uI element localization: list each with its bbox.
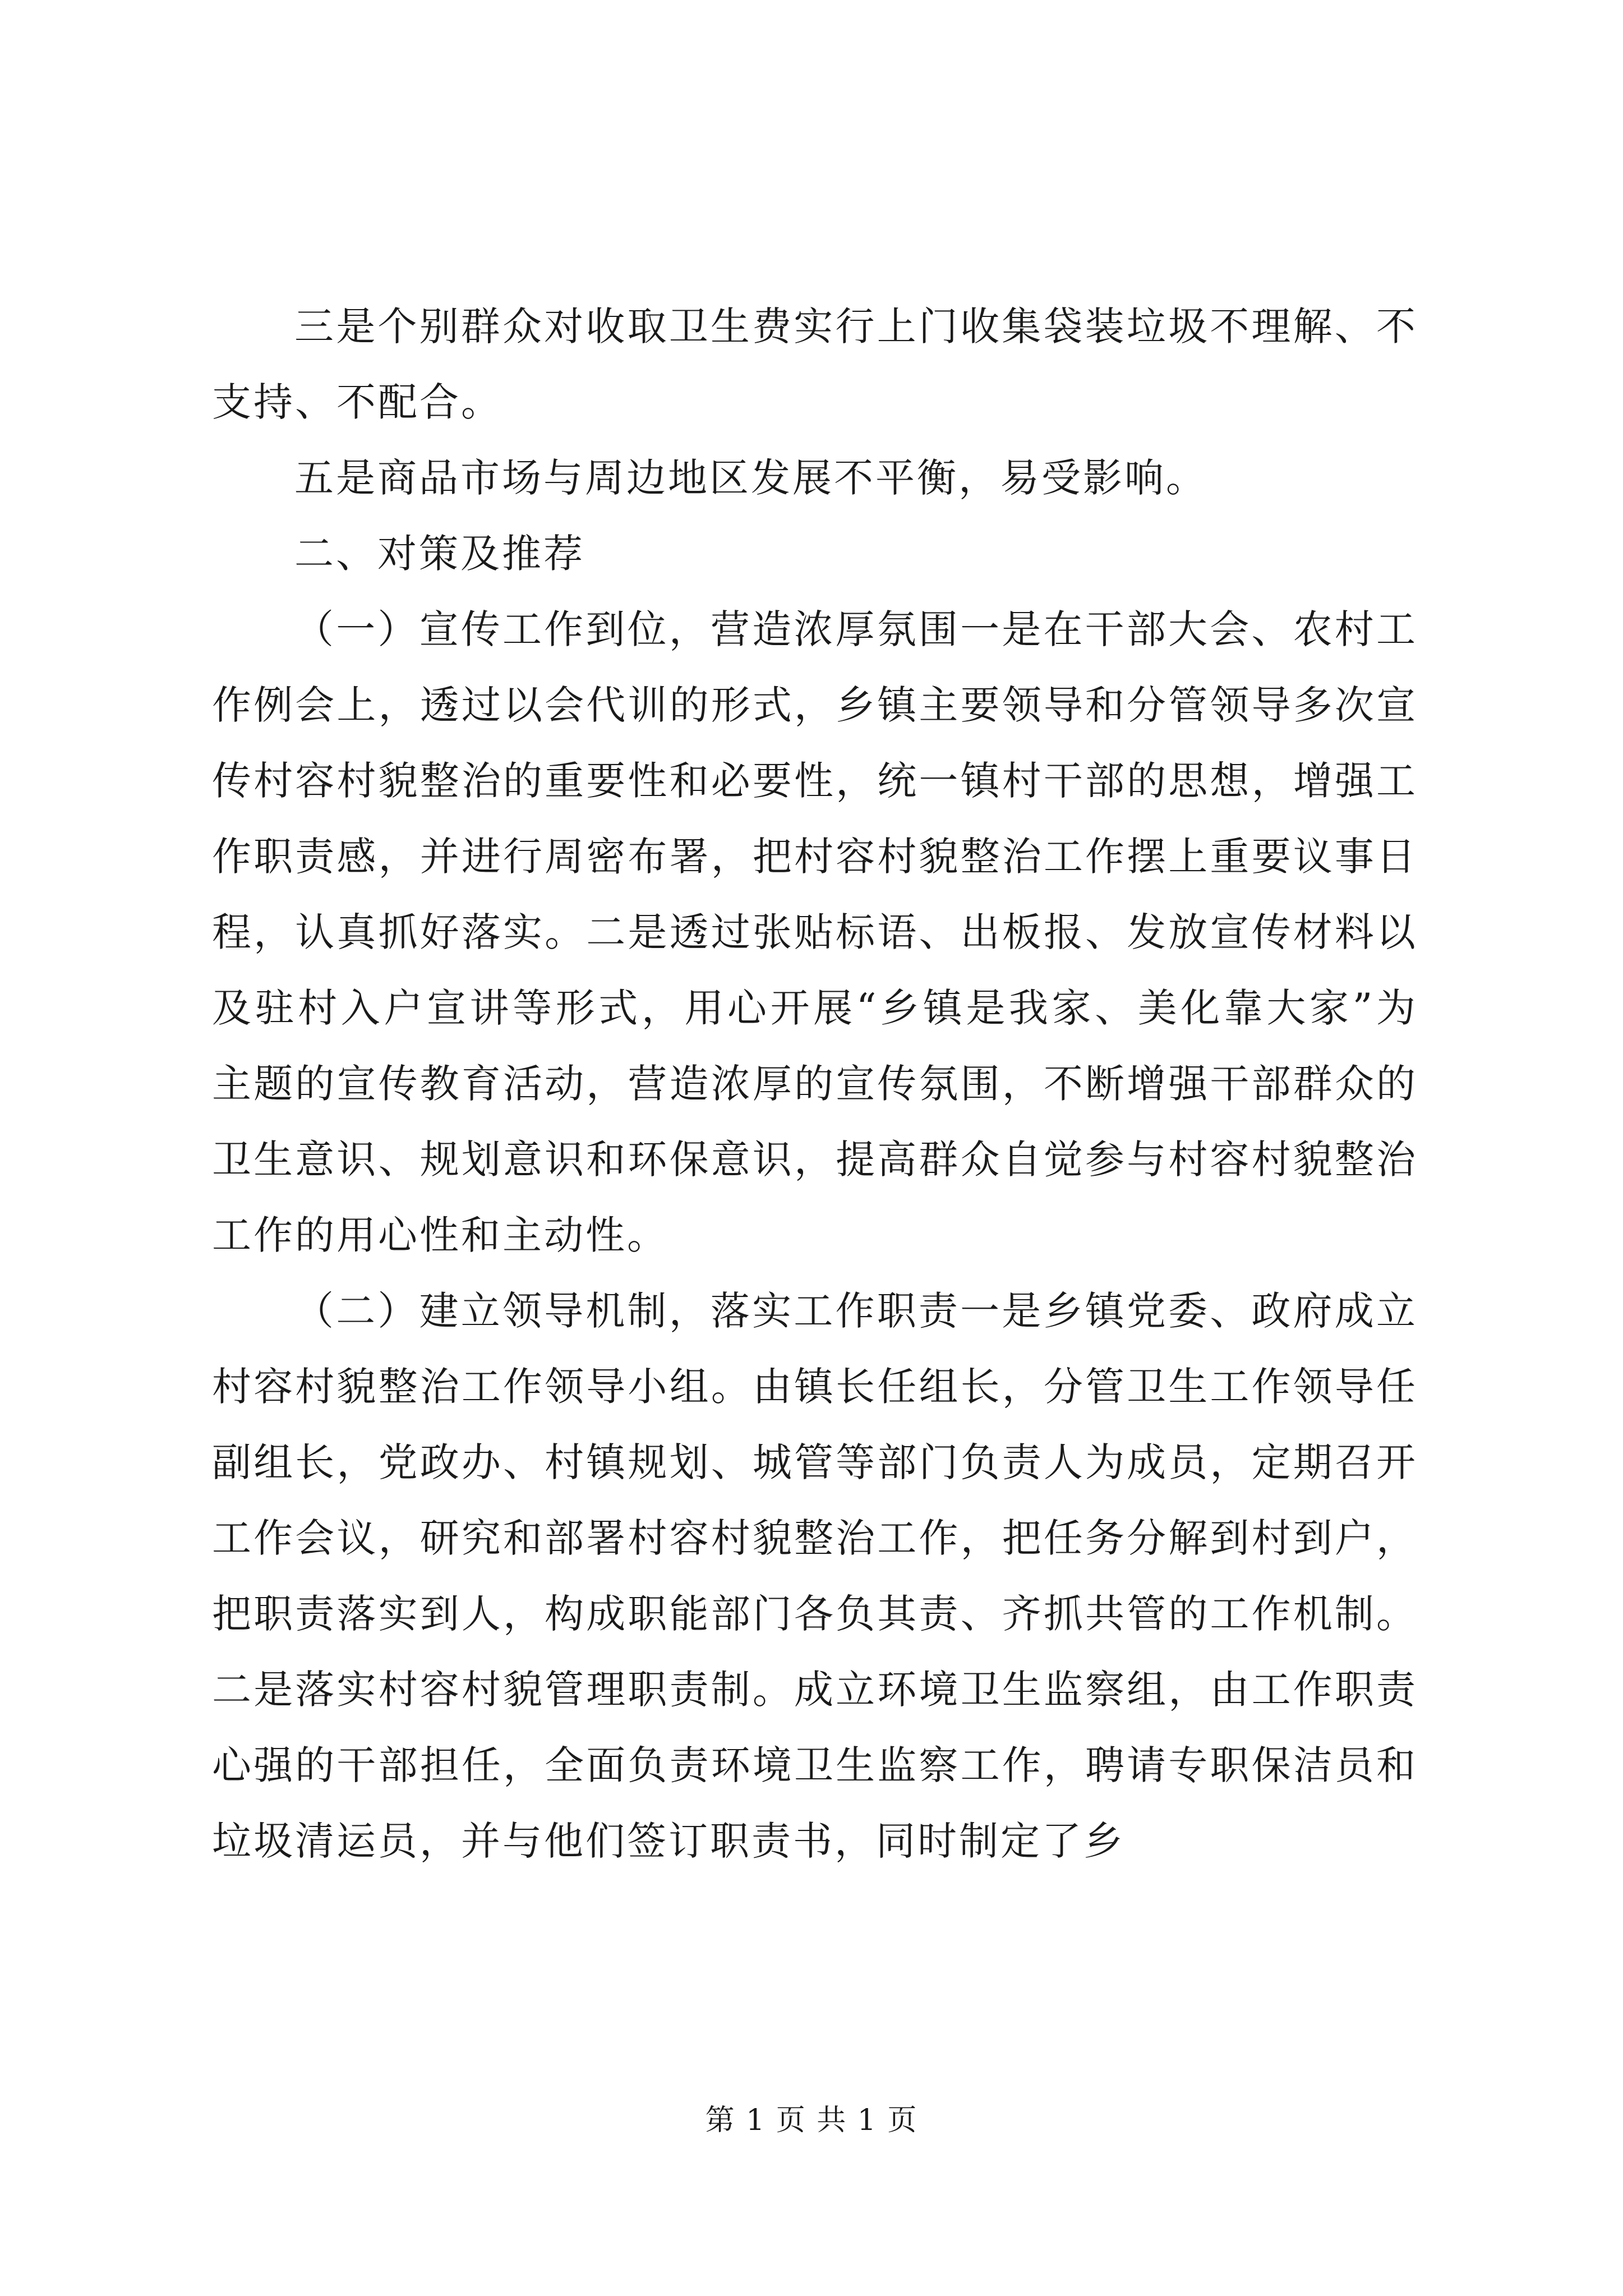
document-body bbox=[212, 289, 1418, 1879]
paragraph-publicity: （一）宣传工作到位，营造浓厚氛围一是在干部大会、农村工作例会上，透过以会代训的形式，乡镇主要领导和分管领导多次宣传村容村貌整治的重要性和必要性，统一镇村干部的思想，增强工作职责感，并进行周密布署，把村容村貌整治工作摆上重要议事日程，认真抓好落实。二是透过张贴标语、出板报、发放宣传材料以及驻村入户宣讲等形式，用心开展“乡镇是我家、美化靠大家”为主题的宣传教育活动，营造浓厚的宣传氛围，不断增强干部群众的卫生意识、规划意识和环保意识，提高群众自觉参与村容村貌整治工作的用心性和主动性。 bbox=[212, 606, 1418, 1258]
paragraph-point-three: 三是个别群众对收取卫生费实行上门收集袋装垃圾不理解、不支持、不配合。 bbox=[212, 303, 1418, 425]
paragraph-leadership: （二）建立领导机制，落实工作职责一是乡镇党委、政府成立村容村貌整治工作领导小组。由镇长任组长，分管卫生工作领导任副组长，党政办、村镇规划、城管等部门负责人为成员，定期召开工作会议，研究和部署村容村貌整治工作，把任务分解到村到户，把职责落实到人，构成职能部门各负其责、齐抓共管的工作机制。二是落实村容村貌管理职责制。成立环境卫生监察组，由工作职责心强的干部担任，全面负责环境卫生监察工作，聘请专职保洁员和垃圾清运员，并与他们签订职责书，同时制定了乡 bbox=[212, 1288, 1418, 1864]
paragraph-point-five: 五是商品市场与周边地区发展不平衡，易受影响。 bbox=[294, 455, 1207, 501]
section-heading-countermeasures: 二、对策及推荐 bbox=[294, 531, 585, 577]
page-footer: 第 1 页 共 1 页 bbox=[705, 2104, 918, 2137]
